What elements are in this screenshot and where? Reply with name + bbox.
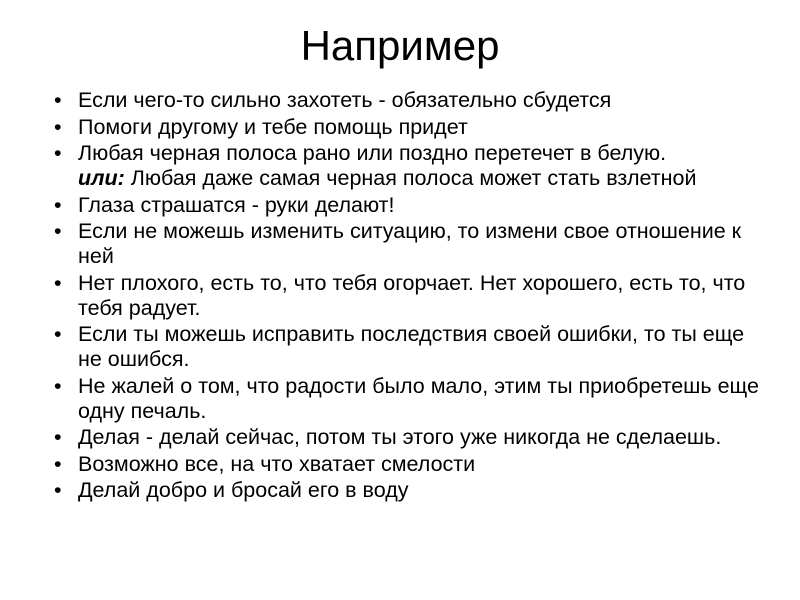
list-item-text: Делай добро и бросай его в воду [78, 478, 409, 502]
list-item-continuation: Любая даже самая черная полоса может стать взлетной [124, 166, 697, 190]
list-item-text: Не жалей о том, что радости было мало, этим ты приобретешь еще одну печаль. [78, 373, 759, 423]
list-item-text: Если чего-то сильно захотеть - обязательно сбудется [78, 88, 612, 112]
list-item [52, 88, 772, 113]
list-item [52, 374, 772, 424]
bullet-icon: • [54, 141, 62, 165]
list-item [52, 271, 772, 321]
list-item-text: Глаза страшатся - руки делают! [78, 192, 395, 217]
slide-title: Например [300, 22, 500, 69]
list-item-text: Возможно все, на что хватает смелости [78, 451, 476, 476]
list-item-text: Делая - делай сейчас, потом ты этого уже никогда не сделаешь. [78, 425, 722, 449]
list-item [52, 219, 772, 269]
emphasis-label: или: [78, 166, 125, 190]
bullet-icon: • [54, 373, 62, 398]
bullet-icon: • [54, 322, 62, 346]
bullet-icon: • [54, 219, 62, 243]
list-item [52, 425, 772, 450]
bullet-icon: • [54, 88, 62, 112]
bullet-icon: • [54, 451, 62, 476]
list-item-text: Помоги другому и тебе помощь придет [78, 114, 468, 139]
bullet-icon: • [54, 478, 62, 502]
list-item-text: Нет плохого, есть то, что тебя огорчает. Нет хорошего, есть то, что тебя радует. [78, 270, 746, 320]
bullet-icon: • [54, 192, 62, 217]
list-item [52, 478, 772, 503]
list-item-text: Любая черная полоса рано или поздно перетечет в белую. [78, 141, 667, 165]
list-item-text: Если ты можешь исправить последствия своей ошибки, то ты еще не ошибся. [78, 322, 745, 371]
list-item [52, 193, 772, 218]
list-item [52, 141, 772, 191]
list-item [52, 452, 772, 477]
bullet-list [52, 88, 772, 505]
bullet-icon: • [54, 114, 62, 139]
list-item [52, 322, 772, 372]
bullet-icon: • [54, 270, 62, 295]
list-item [52, 115, 772, 140]
list-item-text: Если не можешь изменить ситуацию, то измени свое отношение к ней [78, 219, 742, 268]
bullet-icon: • [54, 425, 62, 449]
